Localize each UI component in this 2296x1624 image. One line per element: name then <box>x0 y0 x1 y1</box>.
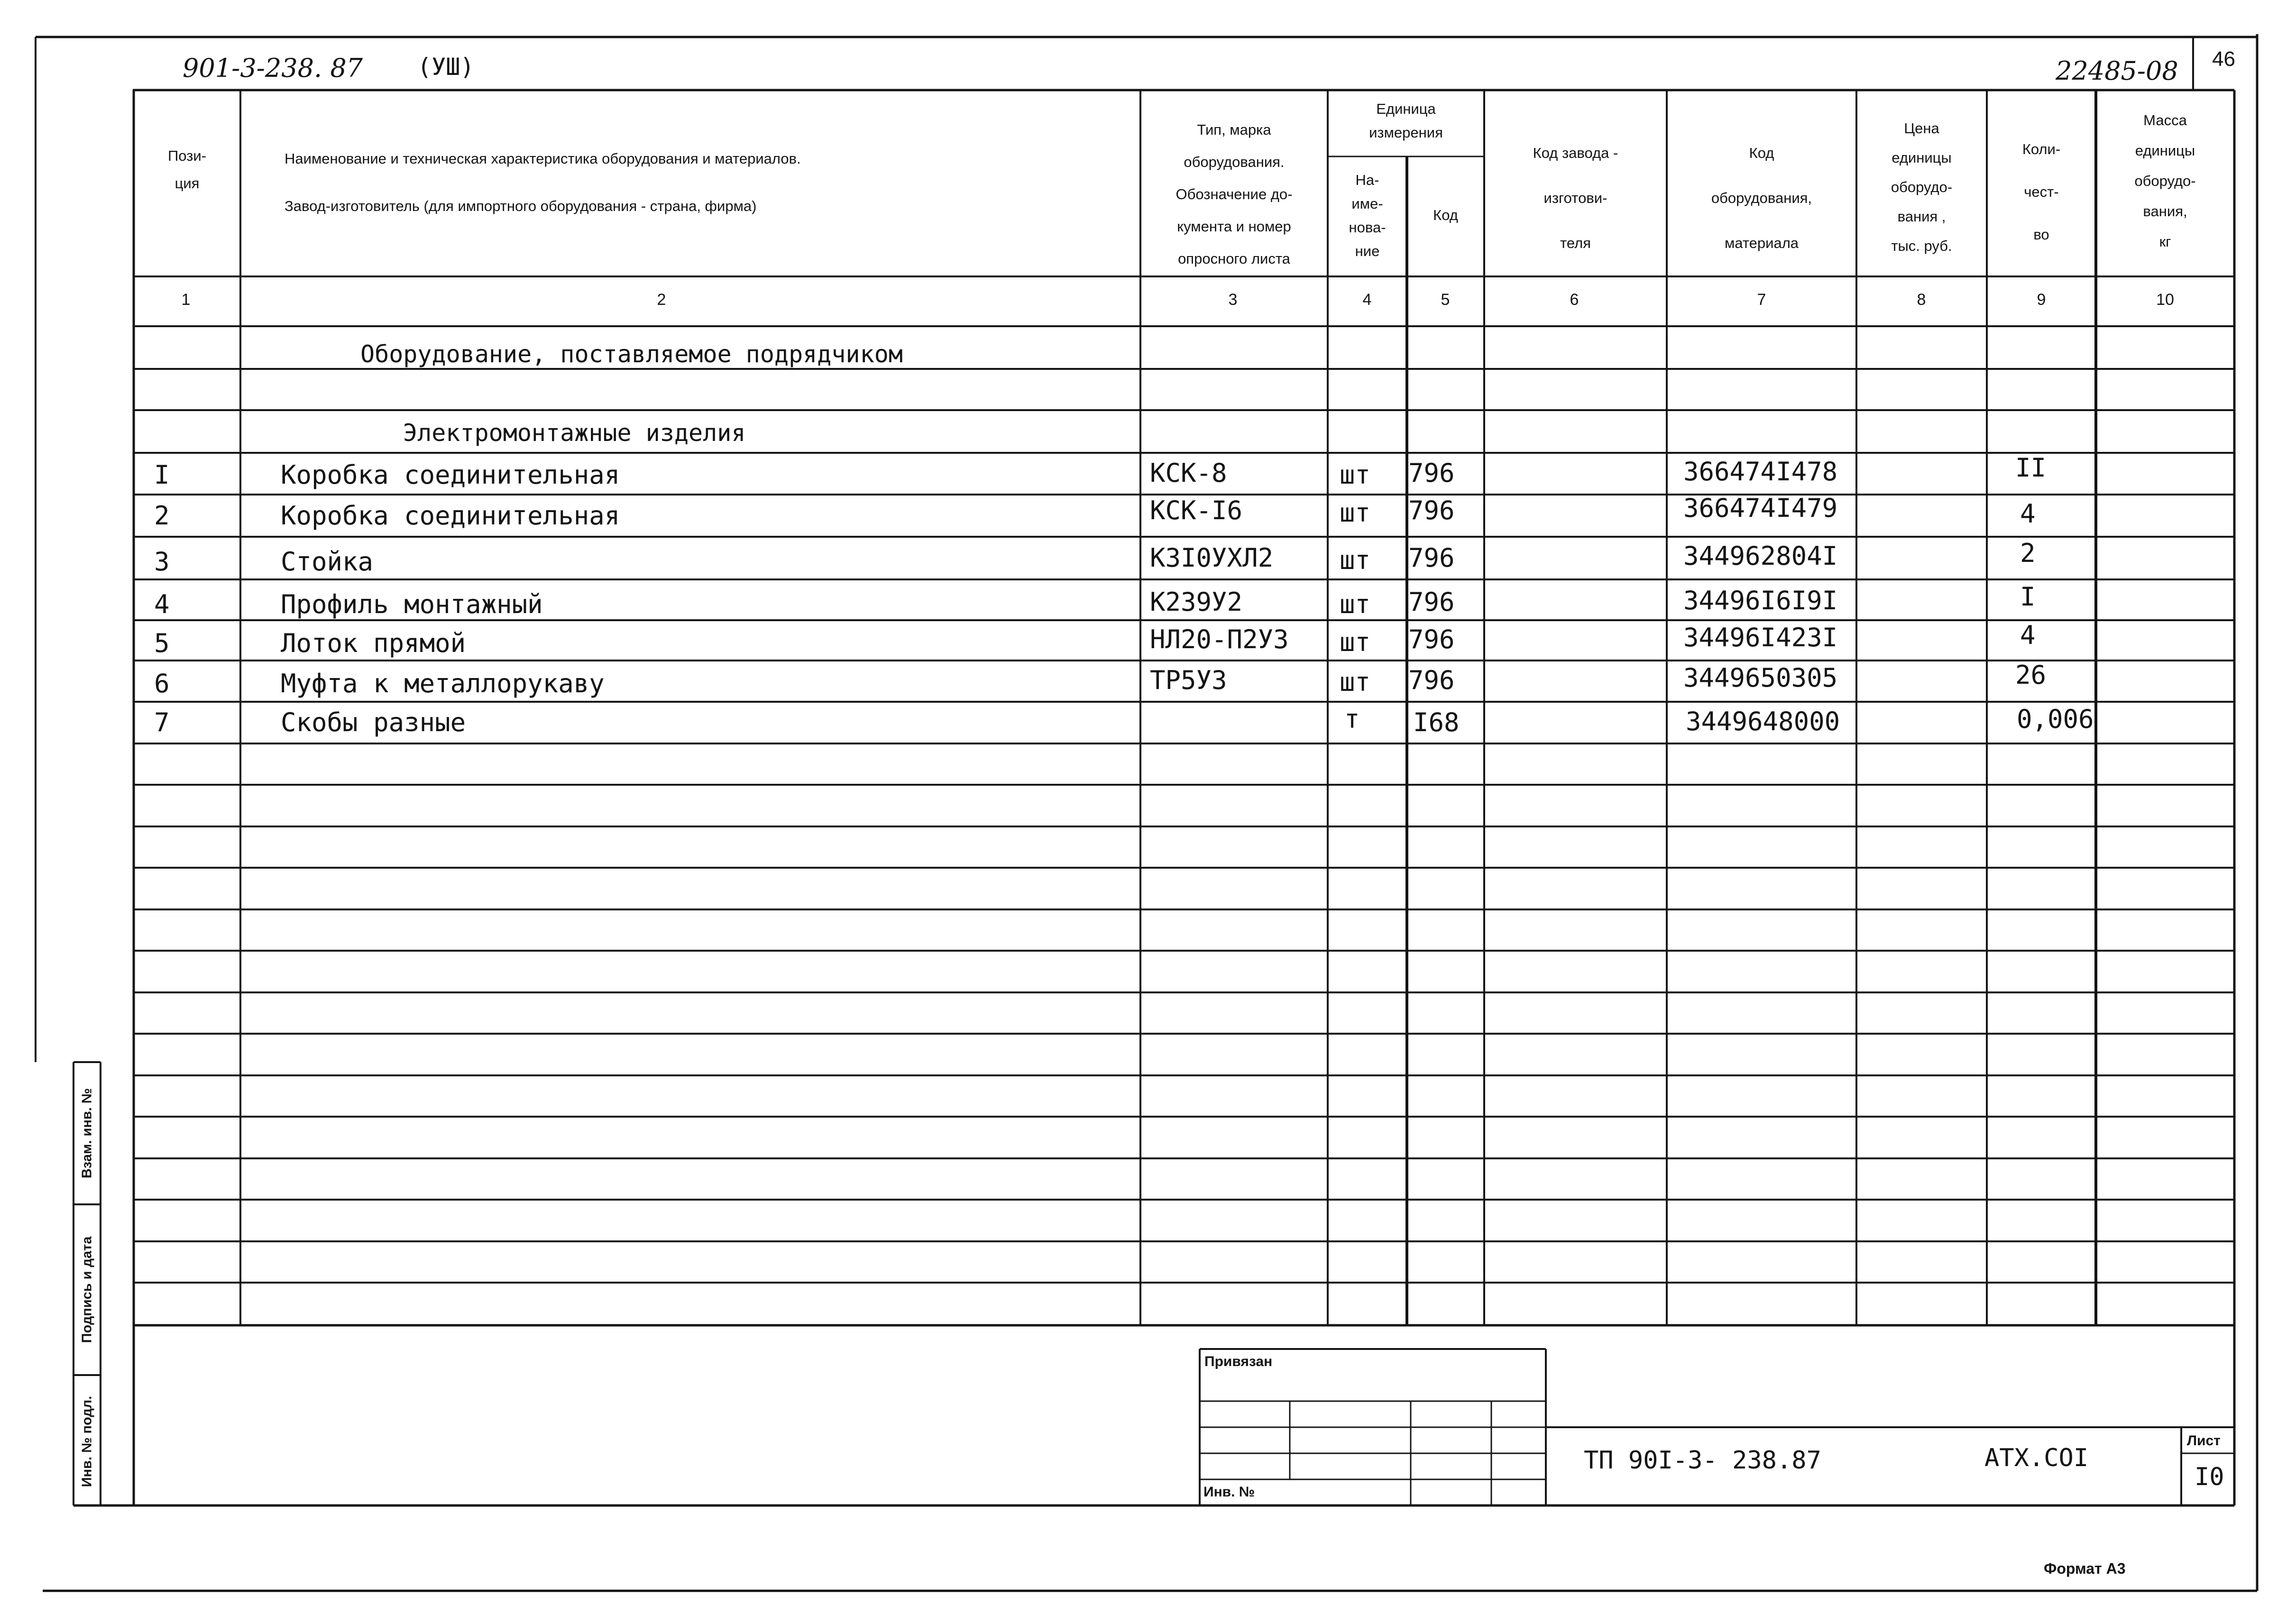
table-row-4-unit-code: 796 <box>1408 587 1455 617</box>
table-row-1-type: КСК-8 <box>1150 458 1227 488</box>
table-row-2-unit: шт <box>1340 498 1371 528</box>
table-row-2-type: КСК-I6 <box>1150 495 1243 525</box>
col-8-header: Цена единицы оборудо- вания , тыс. руб. <box>1891 120 1953 254</box>
bound-label: Привязан <box>1204 1354 1273 1369</box>
table-row-1-qty: II <box>2015 453 2047 483</box>
col-num-10: 10 <box>2156 291 2174 309</box>
format-label: Формат А3 <box>2044 1560 2126 1577</box>
table-row-4-type: К239У2 <box>1150 587 1243 617</box>
col-6-header: Код завода - изготови- теля <box>1533 145 1618 251</box>
table-row-6-type: ТР5У3 <box>1150 665 1227 695</box>
col-num-7: 7 <box>1757 291 1766 309</box>
table-row-5-name: Лоток прямой <box>281 628 466 658</box>
table-row-3-qty: 2 <box>2020 538 2036 568</box>
table-row-7-code: 3449648000 <box>1686 706 1840 736</box>
col-1-header: Пози- ция <box>167 147 207 192</box>
table-row-1-unit: шт <box>1340 460 1371 490</box>
col-num-6: 6 <box>1570 291 1579 309</box>
col-num-3: 3 <box>1228 291 1238 309</box>
corner-sheet-number: 46 <box>2212 47 2235 71</box>
table-row-4-name: Профиль монтажный <box>281 589 543 619</box>
table-row-3-position: 3 <box>154 547 170 577</box>
col-3-header: Тип, марка оборудования. Обозначение до- кумента и номер опросного листа <box>1176 121 1293 267</box>
table-row-6-unit: шт <box>1340 667 1371 697</box>
col-num-8: 8 <box>1917 291 1926 309</box>
col-num-2: 2 <box>657 291 666 309</box>
col-5-header: Код <box>1433 207 1458 223</box>
doc-code: АТХ.COI <box>1984 1444 2089 1472</box>
table-row-6-position: 6 <box>154 669 170 698</box>
table-row-2-code: 366474I479 <box>1683 493 1838 523</box>
col-10-header: Масса единицы оборудо- вания, кг <box>2134 112 2196 250</box>
table-row-1-unit-code: 796 <box>1408 458 1455 488</box>
table-row-7-name: Скобы разные <box>281 707 466 737</box>
table-row-5-qty: 4 <box>2020 620 2036 650</box>
col-9-header: Коли- чест- во <box>2022 141 2061 243</box>
table-row-5-type: НЛ20-П2У3 <box>1150 624 1289 654</box>
table-row-4-position: 4 <box>154 589 170 619</box>
table-row-6-name: Муфта к металлорукаву <box>281 669 605 698</box>
stamp-inv-replace: Взам. инв. № <box>79 1088 95 1179</box>
archive-number: 22485-08 <box>2056 56 2178 86</box>
sheet-label: Лист <box>2187 1433 2221 1449</box>
table-row-3-unit-code: 796 <box>1408 543 1455 573</box>
table-row-7-position: 7 <box>154 707 170 737</box>
col-num-1: 1 <box>181 291 191 309</box>
table-row-5-position: 5 <box>154 628 170 658</box>
stamp-signature-date: Подпись и дата <box>79 1236 95 1343</box>
table-row-2-position: 2 <box>154 501 170 531</box>
table-row-7-unit-code: I68 <box>1413 707 1460 737</box>
unit-group-header: Единица измерения <box>1369 101 1443 141</box>
table-row-3-type: К3I0УХЛ2 <box>1150 543 1274 573</box>
table-row-3-name: Стойка <box>281 547 374 577</box>
table-row-1-name: Коробка соединительная <box>281 460 620 490</box>
table-row-1-code: 366474I478 <box>1683 457 1838 486</box>
table-row-1-position: I <box>154 460 170 490</box>
table-row-7-qty: 0,006 <box>2017 704 2094 734</box>
section-title-electrical: Электромонтажные изделия <box>403 419 746 447</box>
col-num-4: 4 <box>1362 291 1372 309</box>
col-num-5: 5 <box>1441 291 1450 309</box>
table-row-5-unit: шт <box>1340 627 1371 657</box>
col-num-9: 9 <box>2037 291 2046 309</box>
inv-label: Инв. № <box>1203 1484 1255 1500</box>
table-row-6-unit-code: 796 <box>1408 665 1455 695</box>
col-2-header: Наименование и техническая характеристика оборудования и материалов. Завод-изготовитель (для импортного оборудования - страна, фирма) <box>285 150 801 214</box>
doc-designation: ТП 90I-3- 238.87 <box>1584 1446 1821 1475</box>
section-title-contractor: Оборудование, поставляемое подрядчиком <box>360 340 903 368</box>
table-row-6-code: 3449650305 <box>1683 663 1838 693</box>
table-row-6-qty: 26 <box>2015 660 2047 690</box>
table-row-5-code: 34496I423I <box>1683 623 1838 652</box>
project-code: 901-3-238. 87 <box>183 53 363 83</box>
stamp-inv-original: Инв. № подл. <box>79 1395 95 1487</box>
table-row-4-code: 34496I6I9I <box>1683 586 1838 615</box>
table-row-4-qty: I <box>2020 582 2036 612</box>
sheet-number: I0 <box>2195 1463 2224 1491</box>
table-row-7-unit: т <box>1344 704 1360 734</box>
volume-mark: (УШ) <box>417 53 475 81</box>
table-row-4-unit: шт <box>1340 589 1371 619</box>
col-4-header: На- име- нова- ние <box>1349 172 1386 259</box>
table-row-3-code: 344962804I <box>1683 541 1838 571</box>
table-row-2-unit-code: 796 <box>1408 495 1455 525</box>
table-row-2-name: Коробка соединительная <box>281 501 620 531</box>
table-row-5-unit-code: 796 <box>1408 624 1455 654</box>
table-row-3-unit: шт <box>1340 545 1371 575</box>
table-row-2-qty: 4 <box>2020 499 2036 529</box>
col-7-header: Код оборудования, материала <box>1711 145 1812 251</box>
